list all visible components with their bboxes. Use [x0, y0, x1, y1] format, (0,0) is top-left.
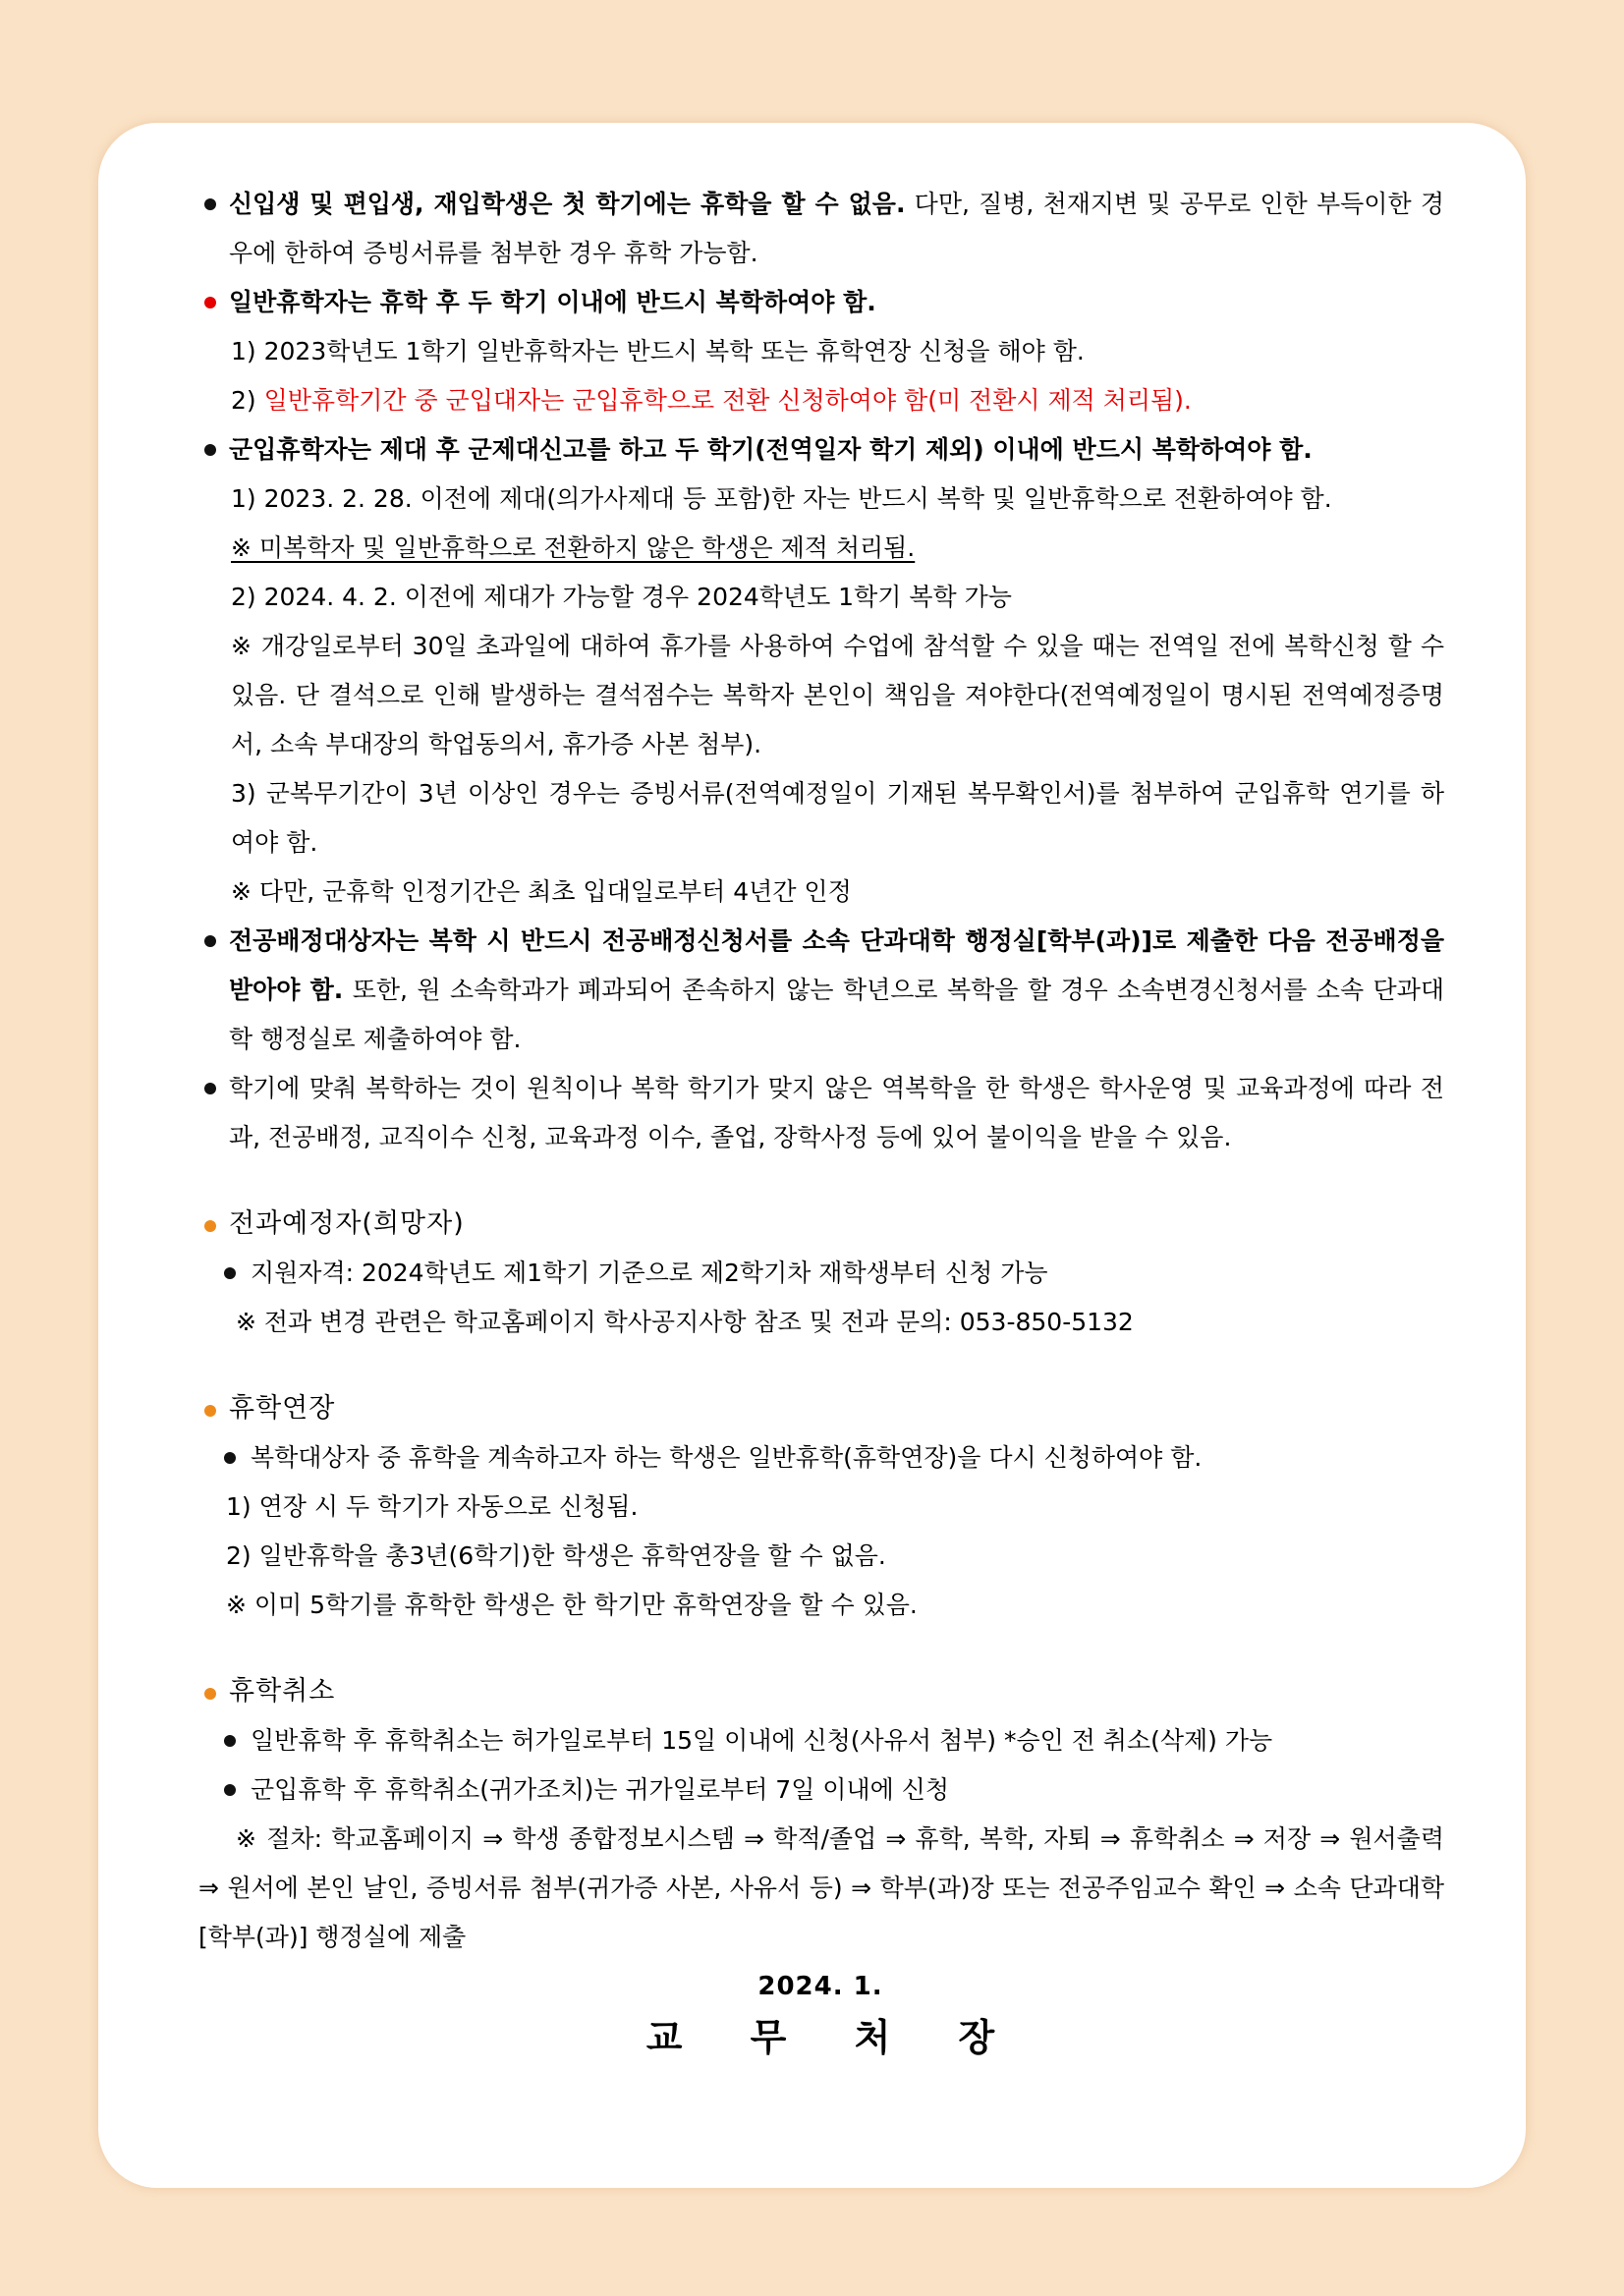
- notice-paragraph: [229, 425, 1444, 475]
- sub-item: [231, 327, 1444, 376]
- emphasis-text: 전공배정대상자는 복학 시 반드시 전공배정신청서를 소속 단과대학 행정실[학부(과)]로 제출한 다음 전공배정을 받아야 함.: [229, 926, 1444, 1004]
- sub-item: [231, 769, 1444, 868]
- notice-paragraph: [251, 1765, 1444, 1815]
- list-item-military-leave-rule: [196, 425, 1444, 917]
- body-text: 1) 2023. 2. 28. 이전에 제대(의가사제대 등 포함)한 자는 반드시 복학 및 일반휴학으로 전환하여야 함.: [231, 484, 1332, 513]
- bullet-icon: [224, 1267, 236, 1279]
- list-item: [196, 1249, 1444, 1298]
- orange-bullet-icon: [204, 1405, 216, 1417]
- notice-content: [196, 180, 1444, 2065]
- underlined-warning-text: ※ 미복학자 및 일반휴학으로 전환하지 않은 학생은 제적 처리됨.: [231, 533, 916, 562]
- body-text: 군입휴학 후 휴학취소(귀가조치)는 귀가일로부터 7일 이내에 신청: [251, 1775, 949, 1804]
- body-text: 다만, 질병, 천재지변 및 공무로 인한 부득이한 경우에 한하여 증빙서류를 첨부한 경우 휴학 가능함.: [229, 190, 1444, 267]
- procedure-steps: [198, 1815, 1444, 1962]
- body-text: 또한, 원 소속학과가 폐과되어 존속하지 않는 학년으로 복학을 할 경우 소속변경신청서를 소속 단과대학 행정실로 제출하여야 함.: [229, 976, 1444, 1053]
- notice-paragraph: [229, 917, 1444, 1064]
- signature-title: 교 무 처 장: [645, 2016, 1023, 2059]
- red-bullet-icon: [204, 297, 216, 308]
- emphasis-text: 신입생 및 편입생, 재입학생은 첫 학기에는 휴학을 할 수 없음.: [229, 190, 906, 218]
- body-text: 지원자격: 2024학년도 제1학기 기준으로 제2학기차 재학생부터 신청 가능: [251, 1259, 1048, 1287]
- list-item: [196, 1433, 1444, 1483]
- emphasis-text: 일반휴학자는 휴학 후 두 학기 이내에 반드시 복학하여야 함.: [229, 288, 876, 316]
- bullet-icon: [204, 444, 216, 456]
- sub-item: [226, 1532, 1444, 1581]
- section-major-transfer: [196, 1200, 1444, 1347]
- body-text: 2) 일반휴학을 총3년(6학기)한 학생은 휴학연장을 할 수 없음.: [226, 1541, 886, 1570]
- body-text: ※ 다만, 군휴학 인정기간은 최초 입대일로부터 4년간 인정: [231, 877, 852, 906]
- section-heading: [196, 1384, 1444, 1433]
- section-title: 휴학취소: [229, 1676, 336, 1707]
- body-text: 일반휴학 후 휴학취소는 허가일로부터 15일 이내에 신청(사유서 첨부) *승인 전 취소(삭제) 가능: [251, 1726, 1273, 1755]
- body-text: 1) 연장 시 두 학기가 자동으로 신청됨.: [226, 1492, 639, 1521]
- section-title: 전과예정자(희망자): [229, 1208, 465, 1239]
- body-text: 1) 2023학년도 1학기 일반휴학자는 반드시 복학 또는 휴학연장 신청을 해야 함.: [231, 337, 1085, 365]
- sub-item: [236, 1298, 1444, 1347]
- emphasis-text: 군입휴학자는 제대 후 군제대신고를 하고 두 학기(전역일자 학기 제외) 이내에 반드시 복학하여야 함.: [229, 435, 1313, 464]
- sub-item: [231, 573, 1444, 622]
- orange-bullet-icon: [204, 1688, 216, 1700]
- sub-item: [226, 1581, 1444, 1630]
- list-marker: 2): [231, 386, 264, 415]
- body-text: 복학대상자 중 휴학을 계속하고자 하는 학생은 일반휴학(휴학연장)을 다시 신청하여야 함.: [251, 1443, 1203, 1472]
- notice-card: [98, 123, 1526, 2188]
- sub-item: [231, 868, 1444, 917]
- bullet-icon: [204, 935, 216, 947]
- body-text: ※ 전과 변경 관련은 학교홈페이지 학사공지사항 참조 및 전과 문의: 053-850-5132: [236, 1308, 1134, 1336]
- bullet-icon: [224, 1452, 236, 1464]
- sub-item: [231, 475, 1444, 524]
- sub-item: [231, 376, 1444, 425]
- body-text: 3) 군복무기간이 3년 이상인 경우는 증빙서류(전역예정일이 기재된 복무확인서)를 첨부하여 군입휴학 연기를 하여야 함.: [231, 779, 1444, 857]
- list-item-general-leave-rule: [196, 278, 1444, 425]
- sub-item: [231, 524, 1444, 573]
- section-leave-extension: [196, 1384, 1444, 1630]
- sub-item: [226, 1483, 1444, 1532]
- section-heading: [196, 1200, 1444, 1249]
- body-text: ※ 개강일로부터 30일 초과일에 대하여 휴가를 사용하여 수업에 참석할 수 있을 때는 전역일 전에 복학신청 할 수 있음. 단 결석으로 인해 발생하는 결석점수는 복학자 본인이 책임을 져야한다(전역예정일이 명시된 전역예정증명서, 소속 부대장의 학업동의서, 휴가증 사본 첨부).: [231, 632, 1444, 758]
- notice-paragraph: [229, 278, 1444, 327]
- list-item-freshman-rule: [196, 180, 1444, 278]
- section-heading: [196, 1667, 1444, 1716]
- bullet-icon: [204, 198, 216, 210]
- bullet-icon: [224, 1735, 236, 1747]
- body-text: ※ 절차: 학교홈페이지 ⇒ 학생 종합정보시스템 ⇒ 학적/졸업 ⇒ 휴학, 복학, 자퇴 ⇒ 휴학취소 ⇒ 저장 ⇒ 원서출력 ⇒ 원서에 본인 날인, 증빙서류 첨부(귀가증 사본, 사유서 등) ⇒ 학부(과)장 또는 전공주임교수 확인 ⇒ 소속 단과대학[학부(과)] 행정실에 제출: [198, 1824, 1444, 1951]
- warning-text: 일반휴학기간 중 군입대자는 군입휴학으로 전환 신청하여야 함(미 전환시 제적 처리됨).: [263, 386, 1192, 415]
- bullet-icon: [224, 1784, 236, 1796]
- list-item: [196, 1765, 1444, 1815]
- list-item: [196, 1716, 1444, 1765]
- notice-date: 2024. 1.: [757, 1972, 883, 2001]
- bullet-icon: [204, 1083, 216, 1094]
- notice-paragraph: [229, 180, 1444, 278]
- section-leave-cancellation: [196, 1667, 1444, 1962]
- notice-paragraph: [229, 1064, 1444, 1162]
- section-title: 휴학연장: [229, 1393, 336, 1424]
- body-text: 학기에 맞춰 복학하는 것이 원칙이나 복학 학기가 맞지 않은 역복학을 한 학생은 학사운영 및 교육과정에 따라 전과, 전공배정, 교직이수 신청, 교육과정 이수, 졸업, 장학사정 등에 있어 불이익을 받을 수 있음.: [229, 1074, 1444, 1151]
- sub-item: [231, 622, 1444, 769]
- list-item-major-assignment-rule: [196, 917, 1444, 1064]
- notice-paragraph: [251, 1249, 1444, 1298]
- orange-bullet-icon: [204, 1220, 216, 1232]
- body-text: ※ 이미 5학기를 휴학한 학생은 한 학기만 휴학연장을 할 수 있음.: [226, 1591, 918, 1619]
- notice-paragraph: [251, 1716, 1444, 1765]
- body-text: 2) 2024. 4. 2. 이전에 제대가 가능할 경우 2024학년도 1학기 복학 가능: [231, 583, 1012, 611]
- list-item-off-cycle-return-rule: [196, 1064, 1444, 1162]
- notice-paragraph: [251, 1433, 1444, 1483]
